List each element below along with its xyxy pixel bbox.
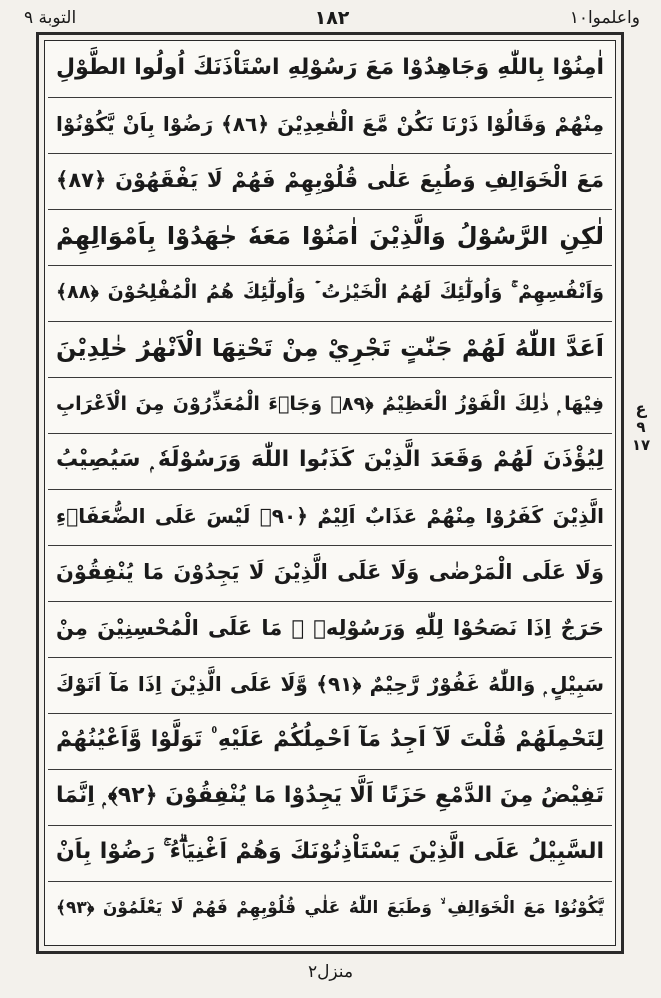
verse-line: مَعَ الْخَوَالِفِ وَطُبِعَ عَلٰى قُلُوْبِهِمْ فَهُمْ لَا يَفْقَهُوْنَ ﴿٨٧﴾ — [48, 154, 612, 210]
verse-line: لِيُؤْذَنَ لَهُمْ وَقَعَدَ الَّذِيْنَ كَذَبُوا اللّٰهَ وَرَسُوْلَهٗ ۭ سَيُصِيْبُ — [48, 434, 612, 490]
verse-line: فِيْهَا ۭ ذٰلِكَ الْفَوْزُ الْعَظِيْمُ ﴿٨٩﴾ وَجَاۗءَ الْمُعَذِّرُوْنَ مِنَ الْاَعْرَابِ — [48, 378, 612, 434]
ruku-sign: ع — [635, 399, 647, 418]
ruku-number-top: ٩ — [636, 418, 646, 436]
page-number: ١٨٢ — [314, 7, 350, 29]
verse-line: الَّذِيْنَ كَفَرُوْا مِنْهُمْ عَذَابٌ اَلِيْمٌ ﴿٩٠﴾ لَيْسَ عَلَى الضُّعَفَاۗءِ — [48, 490, 612, 546]
verse-line: السَّبِيْلُ عَلَى الَّذِيْنَ يَسْتَاْذِنُوْنَكَ وَهُمْ اَغْنِيَاۗءُ ۚ رَضُوْا بِاَنْ — [48, 826, 612, 882]
verse-line: سَبِيْلٍ ۭ وَاللّٰهُ غَفُوْرٌ رَّحِيْمٌ ﴿٩١﴾ وَّلَا عَلَى الَّذِيْنَ اِذَا مَآ اَتَوْكَ — [48, 658, 612, 714]
verse-line: اَعَدَّ اللّٰهُ لَهُمْ جَنّٰتٍ تَجْرِيْ مِنْ تَحْتِهَا الْاَنْهٰرُ خٰلِدِيْنَ — [48, 322, 612, 378]
verse-line: لٰكِنِ الرَّسُوْلُ وَالَّذِيْنَ اٰمَنُوْا مَعَهٗ جٰهَدُوْا بِاَمْوَالِهِمْ — [48, 210, 612, 266]
para-name: واعلموا١٠ — [569, 8, 640, 28]
verse-line: وَلَا عَلَى الْمَرْضٰى وَلَا عَلَى الَّذِيْنَ لَا يَجِدُوْنَ مَا يُنْفِقُوْنَ — [48, 546, 612, 602]
surah-name: التوبة ٩ — [24, 8, 77, 28]
manzil-footer: منزل٢ — [307, 962, 354, 982]
verse-line: وَاَنْفُسِهِمْ ۚ وَاُولٰٓئِكَ لَهُمُ الْخَيْرٰتُ ۡ وَاُولٰٓئِكَ هُمُ الْمُفْلِحُوْنَ ﴿٨٨﴾ — [48, 266, 612, 322]
ruku-number-bottom: ١٧ — [631, 436, 651, 454]
verse-line: يَّكُوْنُوْا مَعَ الْخَوَالِفِ ۙ وَطَبَعَ اللّٰهُ عَلٰي قُلُوْبِهِمْ فَهُمْ لَا يَعْلَمُوْنَ ﴿٩٣﴾ — [56, 898, 604, 918]
verse-line: لِتَحْمِلَهُمْ قُلْتَ لَآ اَجِدُ مَآ اَحْمِلُكُمْ عَلَيْهِ ۠ تَوَلَّوْا وَّاَعْيُنُهُمْ — [48, 714, 612, 770]
page-header — [24, 4, 640, 32]
ruku-marker — [628, 400, 654, 454]
verse-line: اٰمِنُوْا بِاللّٰهِ وَجَاهِدُوْا مَعَ رَسُوْلِهِ اسْتَاْذَنَكَ اُولُوا الطَّوْلِ — [48, 42, 612, 98]
verse-line: تَفِيْضُ مِنَ الدَّمْعِ حَزَنًا اَلَّا يَجِدُوْا مَا يُنْفِقُوْنَ ﴿٩٢﴾ ۭ اِنَّمَا — [48, 770, 612, 826]
verse-line: مِنْهُمْ وَقَالُوْا ذَرْنَا نَكُنْ مَّعَ الْقٰعِدِيْنَ ﴿٨٦﴾ رَضُوْا بِاَنْ يَّكُوْنُوْا — [48, 98, 612, 154]
verse-line: حَرَجٌ اِذَا نَصَحُوْا لِلّٰهِ وَرَسُوْلِهٖ ۭ مَا عَلَى الْمُحْسِنِيْنَ مِنْ — [48, 602, 612, 658]
